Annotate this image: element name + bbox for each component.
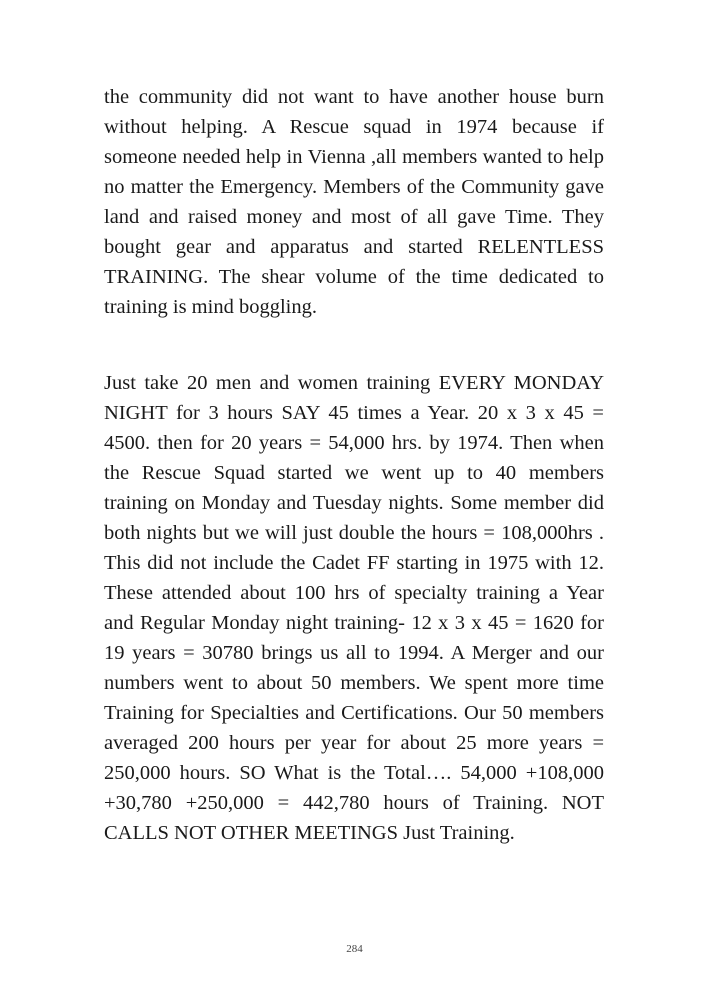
body-paragraph: Just take 20 men and women training EVERY MONDAY NIGHT for 3 hours SAY 45 times a Year. 20 x 3 x 45 = 4500. then for 20 years = 54,000 hrs. by 1974. Then when the Rescue Squad started we went up to 40 members training on Monday and Tuesday nights. Some member did both nights but we will just double the hours = 108,000hrs . This did not include the Cadet FF starting in 1975 with 12. These attended about 100 hrs of specialty training a Year and Regular Monday night training- 12 x 3 x 45 = 1620 for 19 years = 30780 brings us all to 1994. A Merger and our numbers went to about 50 members. We spent more time Training for Specialties and Certifications. Our 50 members averaged 200 hours per year for about 25 more years = 250,000 hours. SO What is the Total…. 54,000 +108,000 +30,780 +250,000 = 442,780 hours of Training. NOT CALLS NOT OTHER MEETINGS Just Training. — [104, 372, 604, 844]
body-paragraph: the community did not want to have another house burn without helping. A Rescue squad in 1974 because if someone needed help in Vienna ,all members wanted to help no matter the Emergency. Members of the Community gave land and raised money and most of all gave Time. They bought gear and apparatus and started RELENTLESS TRAINING. The shear volume of the time dedicated to training is mind boggling. — [104, 86, 604, 318]
page-number: 284 — [346, 943, 363, 955]
